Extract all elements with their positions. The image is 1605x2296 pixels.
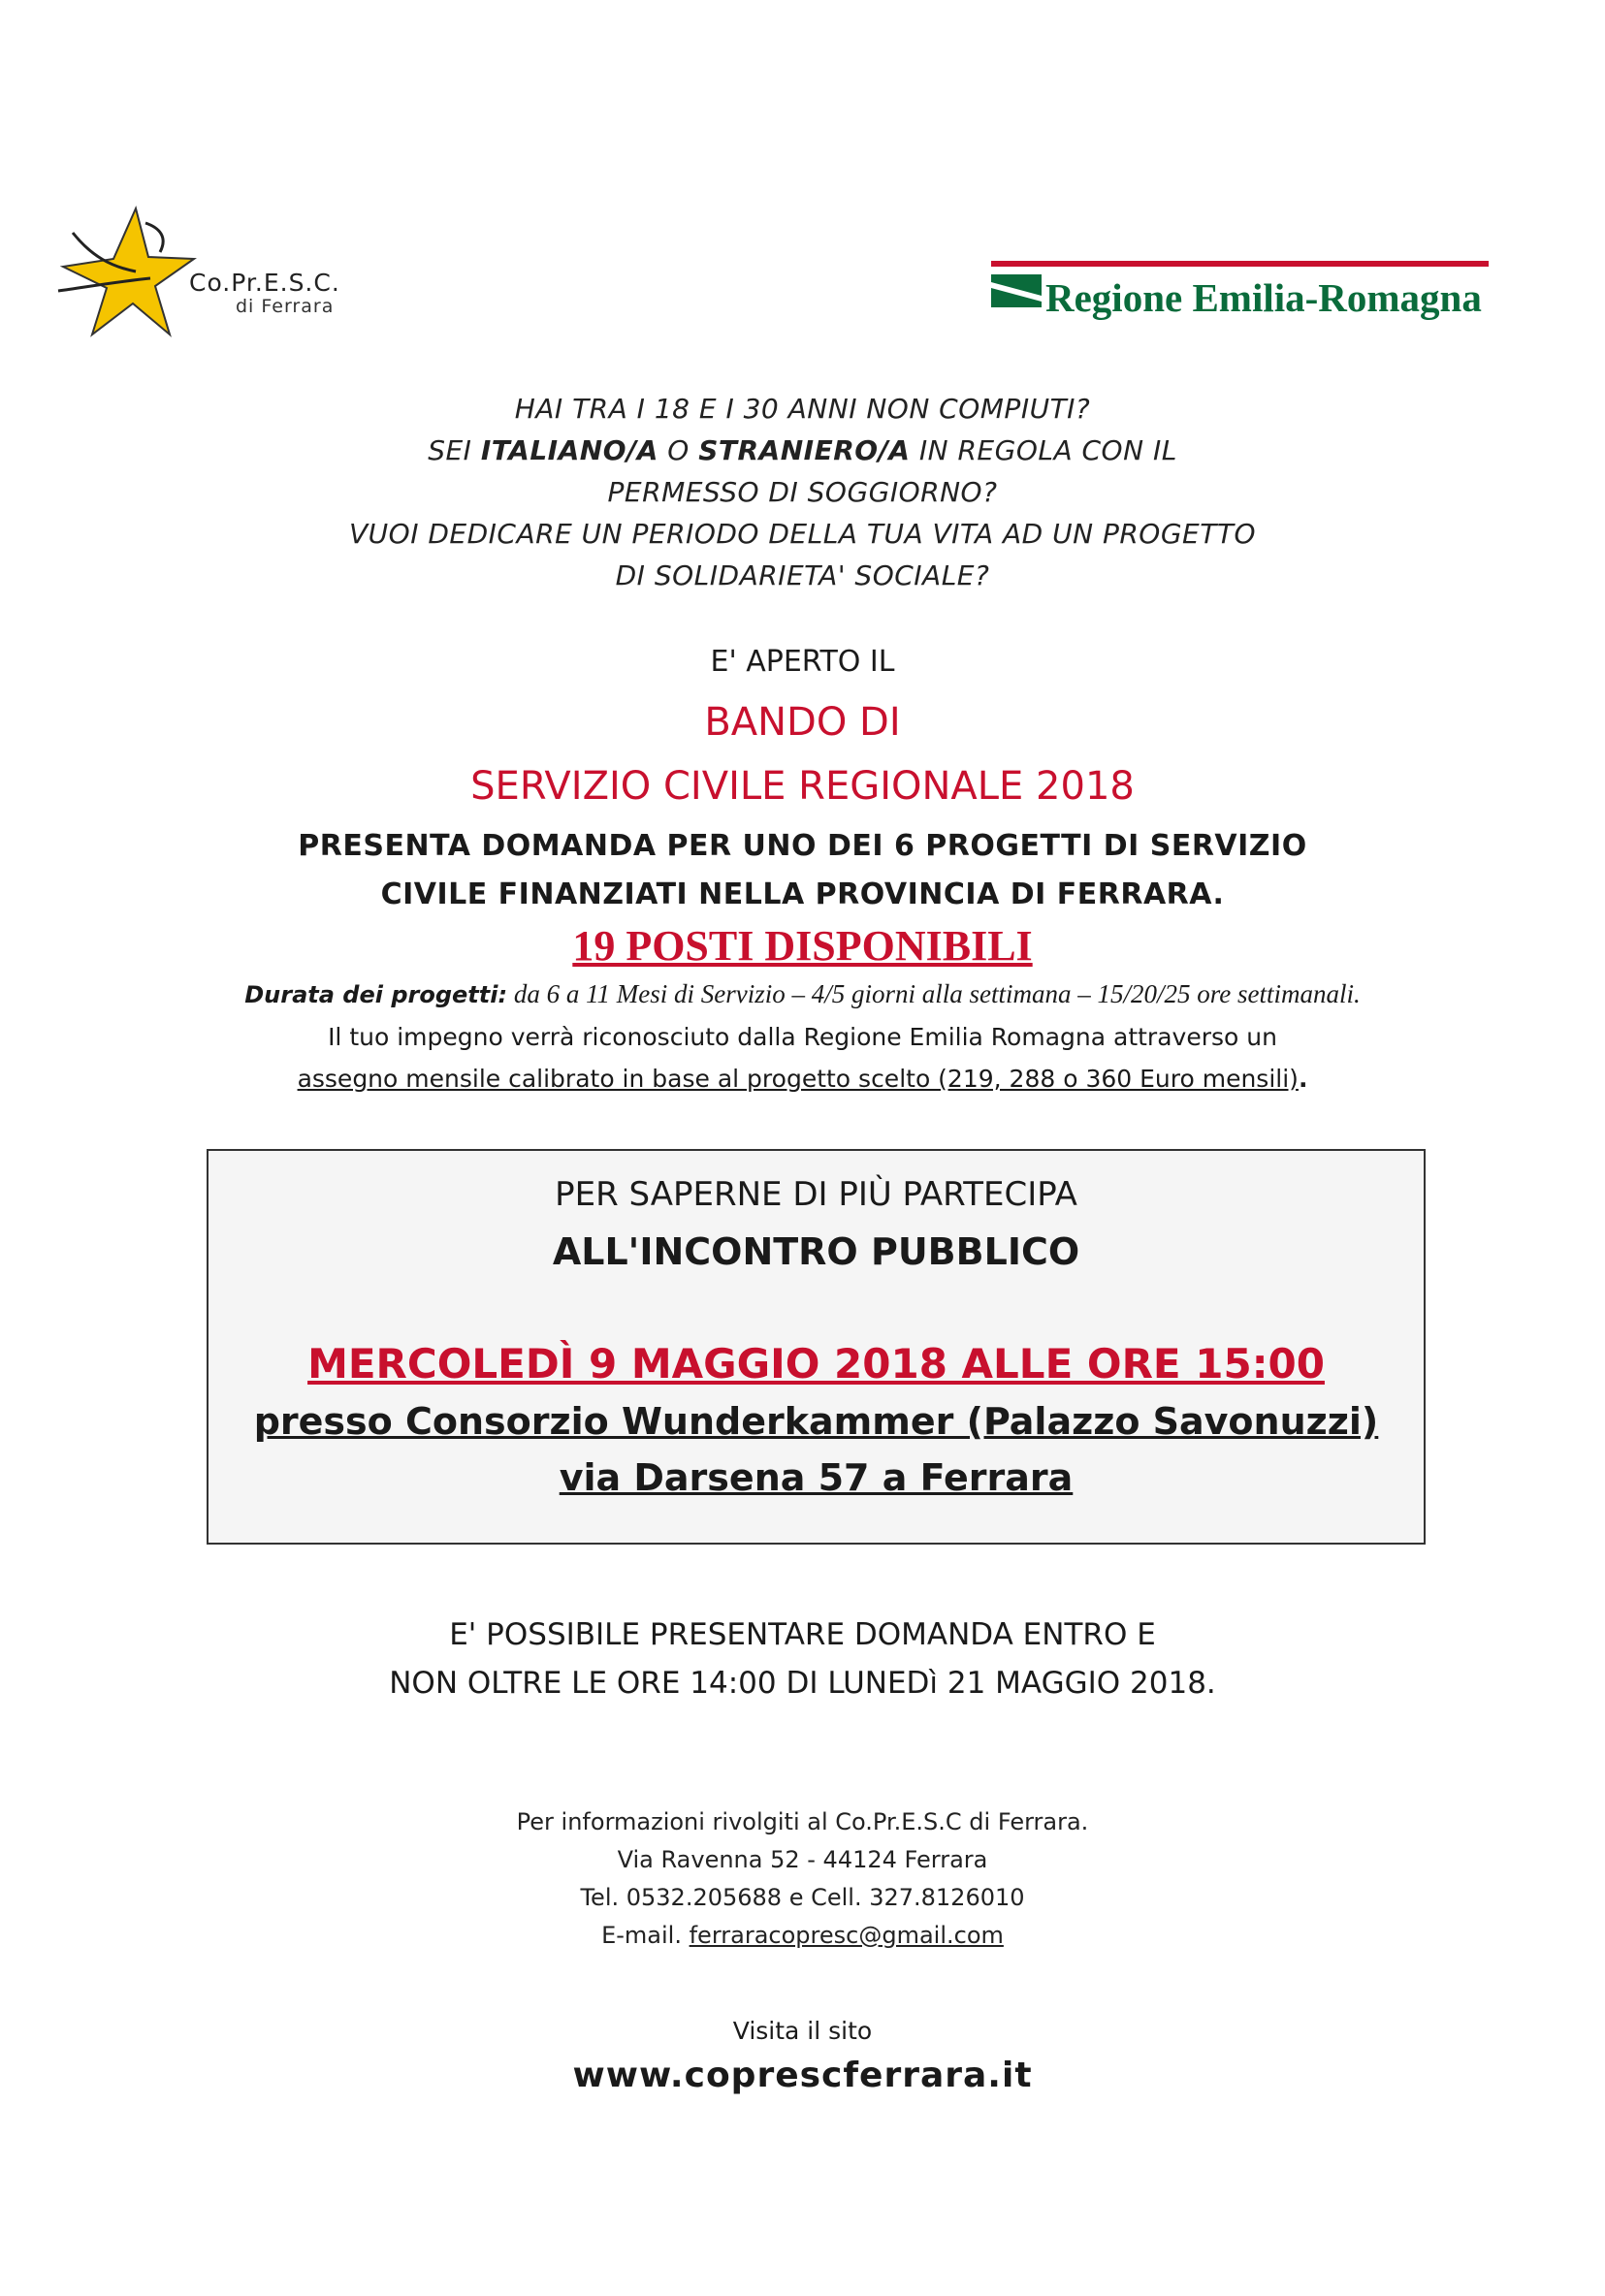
region-red-bar	[991, 261, 1489, 267]
intro-line-1: HAI TRA I 18 E I 30 ANNI NON COMPIUTI?	[514, 393, 1091, 425]
event-address: via Darsena 57 a Ferrara	[559, 1456, 1074, 1499]
contact-phone: Tel. 0532.205688 e Cell. 327.8126010	[580, 1884, 1025, 1911]
intro-line-3: PERMESSO DI SOGGIORNO?	[607, 476, 998, 508]
intro-line-5: DI SOLIDARIETA' SOCIALE?	[615, 559, 990, 591]
durata-label: Durata dei progetti:	[244, 981, 508, 1008]
intro-straniero: STRANIERO/A	[698, 434, 911, 466]
event-incontro: ALL'INCONTRO PUBBLICO	[552, 1230, 1080, 1273]
email-label: E-mail.	[601, 1922, 690, 1949]
assegno-end: .	[1298, 1065, 1308, 1093]
event-saperne: PER SAPERNE DI PIÙ PARTECIPA	[555, 1175, 1077, 1214]
deadline-line-2: NON OLTRE LE ORE 14:00 DI LUNEDì 21 MAGGIO 2018.	[389, 1666, 1216, 1701]
contact-address: Via Ravenna 52 - 44124 Ferrara	[617, 1846, 988, 1873]
star-icon	[53, 199, 199, 344]
region-flag-icon	[991, 274, 1042, 307]
visita-text: Visita il sito	[732, 2017, 873, 2045]
copresc-subtitle: di Ferrara	[236, 296, 335, 317]
presenta-line-1: PRESENTA DOMANDA PER UNO DEI 6 PROGETTI DI SERVIZIO	[298, 829, 1307, 863]
intro-line-4: VUOI DEDICARE UN PERIODO DELLA TUA VITA AD UN PROGETTO	[349, 518, 1256, 550]
region-name: Regione Emilia-Romagna	[1045, 275, 1482, 320]
copresc-logo	[53, 199, 383, 344]
contact-email-line	[0, 1922, 1605, 1949]
impegno-text: Il tuo impegno verrà riconosciuto dalla Regione Emilia Romagna attraverso un	[328, 1023, 1277, 1051]
event-box	[207, 1149, 1426, 1545]
intro-italiano: ITALIANO/A	[480, 434, 658, 466]
event-date: MERCOLEDÌ 9 MAGGIO 2018 ALLE ORE 15:00	[307, 1340, 1325, 1387]
region-logo	[991, 257, 1491, 330]
bando-title: BANDO DI	[704, 700, 901, 745]
intro-text: SEI	[428, 434, 481, 466]
aperto-text: E' APERTO IL	[710, 645, 895, 679]
intro-text: O	[658, 434, 699, 466]
presenta-line-2: CIVILE FINANZIATI NELLA PROVINCIA DI FERRARA.	[380, 877, 1225, 911]
email-link[interactable]: ferraracopresc@gmail.com	[689, 1922, 1004, 1949]
intro-line-2	[0, 434, 1605, 466]
assegno-text: assegno mensile calibrato in base al progetto scelto (219, 288 o 360 Euro mensili)	[297, 1065, 1299, 1093]
contact-info: Per informazioni rivolgiti al Co.Pr.E.S.C di Ferrara.	[516, 1808, 1089, 1835]
copresc-name: Co.Pr.E.S.C.	[189, 269, 340, 297]
intro-text: IN REGOLA CON IL	[910, 434, 1177, 466]
website-link[interactable]: www.coprescferrara.it	[572, 2056, 1033, 2095]
durata-value: da 6 a 11 Mesi di Servizio – 4/5 giorni alla settimana – 15/20/25 ore settimanali.	[507, 979, 1361, 1008]
posti-disponibili: 19 POSTI DISPONIBILI	[572, 922, 1033, 970]
assegno-line	[0, 1065, 1605, 1093]
deadline-line-1: E' POSSIBILE PRESENTARE DOMANDA ENTRO E	[449, 1617, 1156, 1652]
event-venue: presso Consorzio Wunderkammer (Palazzo Savonuzzi)	[253, 1400, 1379, 1443]
durata-line	[0, 979, 1605, 1009]
servizio-title: SERVIZIO CIVILE REGIONALE 2018	[470, 764, 1135, 809]
